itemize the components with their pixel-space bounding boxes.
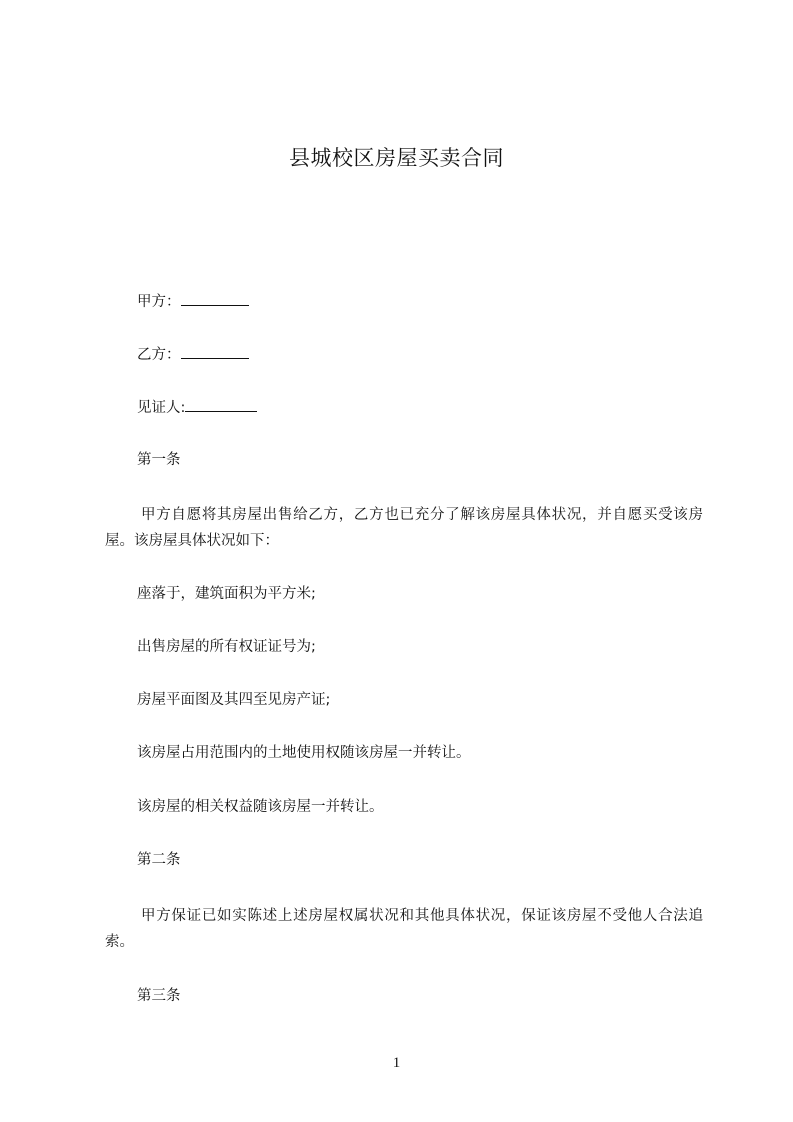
item-location: 座落于，建筑面积为平方米; — [137, 586, 316, 602]
item-rights: 该房屋的相关权益随该房屋一并转让。 — [137, 799, 384, 815]
page-number: 1 — [392, 1055, 401, 1071]
article-2-heading: 第二条 — [137, 852, 181, 868]
party-b-blank — [181, 344, 249, 359]
article-1-heading: 第一条 — [137, 452, 181, 468]
witness-label: 见证人: — [137, 400, 186, 416]
article-2-paragraph: 甲方保证已如实陈述上述房屋权属状况和其他具体状况，保证该房屋不受他人合法追索。 — [105, 908, 703, 950]
page-title: 县城校区房屋买卖合同 — [289, 146, 504, 170]
item-land: 该房屋占用范围内的土地使用权随该房屋一并转让。 — [137, 745, 471, 761]
article-1-paragraph: 甲方自愿将其房屋出售给乙方，乙方也已充分了解该房屋具体状况，并自愿买受该房屋。该房屋具体状况如下： — [105, 507, 703, 549]
party-a-label: 甲方： — [137, 294, 181, 310]
party-b-line — [137, 344, 249, 365]
witness-line — [137, 397, 257, 418]
party-b-label: 乙方： — [137, 347, 181, 363]
party-a-blank — [181, 291, 249, 306]
item-floorplan: 房屋平面图及其四至见房产证; — [137, 692, 331, 708]
witness-blank — [185, 397, 257, 412]
party-a-line — [137, 291, 249, 312]
item-certificate: 出售房屋的所有权证证号为; — [137, 639, 316, 655]
article-3-heading: 第三条 — [137, 988, 181, 1004]
